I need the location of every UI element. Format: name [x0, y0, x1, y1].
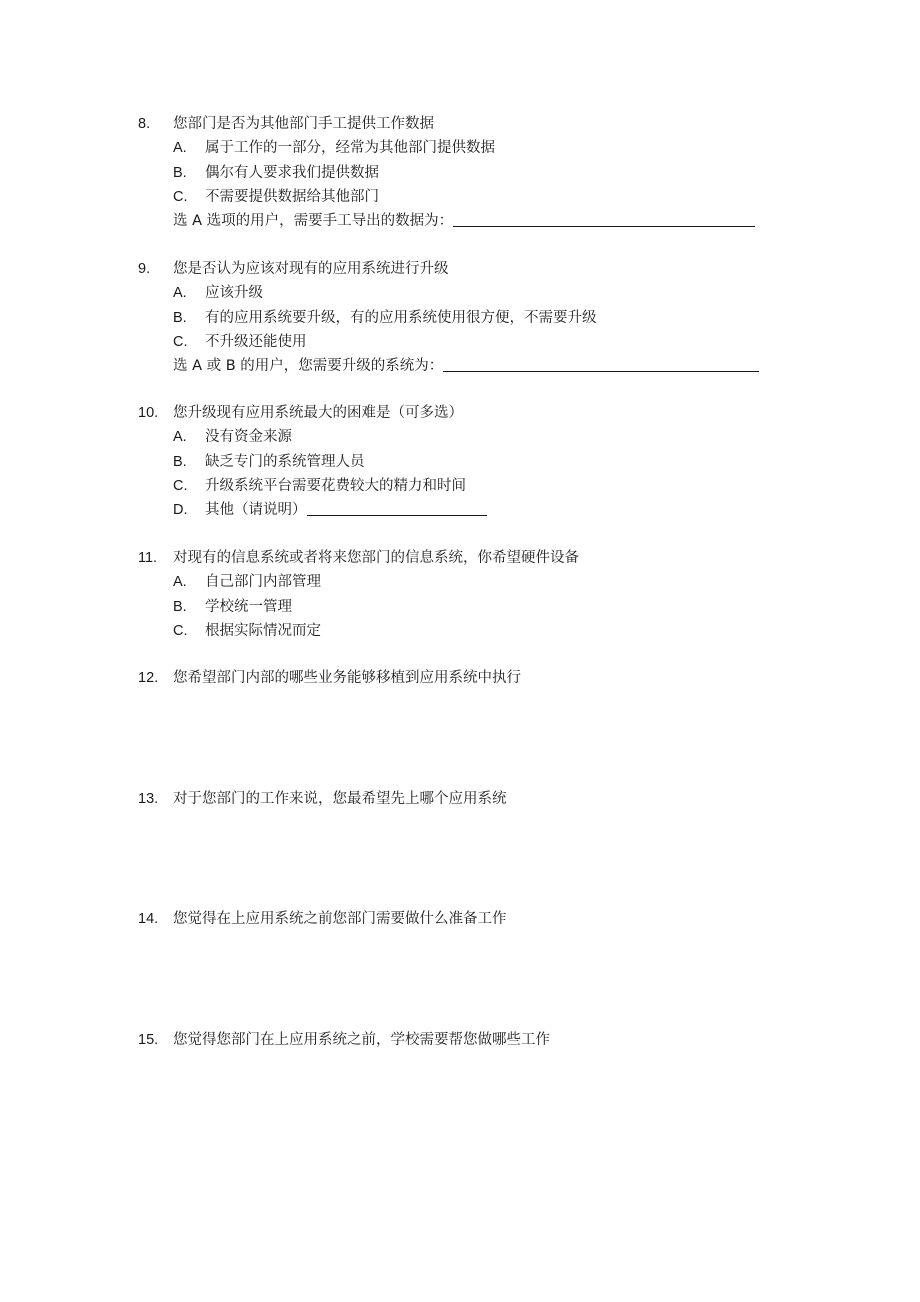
option-text: 其他（请说明） [205, 502, 307, 519]
question-12 [138, 666, 798, 690]
followup-note [173, 354, 759, 378]
option-a[interactable] [138, 136, 798, 160]
option-b[interactable] [138, 450, 798, 474]
question-number: 12. [138, 670, 159, 686]
option-c[interactable] [138, 619, 798, 643]
followup-note [173, 209, 755, 233]
option-letter: A. [173, 429, 187, 446]
option-letter: D. [173, 502, 188, 519]
option-letter: A. [173, 574, 187, 591]
option-text: 升级系统平台需要花费较大的精力和时间 [205, 477, 466, 494]
option-c[interactable] [138, 474, 798, 498]
option-text: 属于工作的一部分，经常为其他部门提供数据 [205, 140, 495, 157]
option-letter: B. [173, 164, 187, 181]
option-c[interactable] [138, 330, 798, 354]
option-text: 应该升级 [205, 285, 263, 302]
option-text: 不需要提供数据给其他部门 [205, 188, 379, 205]
question-text: 对于您部门的工作来说，您最希望先上哪个应用系统 [173, 791, 507, 807]
option-letter: B. [173, 309, 187, 326]
option-text: 有的应用系统要升级，有的应用系统使用很方便，不需要升级 [205, 309, 597, 326]
option-a[interactable] [138, 570, 798, 594]
question-number: 15. [138, 1032, 159, 1048]
option-b[interactable] [138, 595, 798, 619]
question-text: 您觉得在上应用系统之前您部门需要做什么准备工作 [173, 911, 507, 927]
question-text: 对现有的信息系统或者将来您部门的信息系统，你希望硬件设备 [173, 550, 579, 566]
option-a[interactable] [138, 281, 798, 305]
question-number: 14. [138, 911, 159, 927]
option-text: 根据实际情况而定 [205, 622, 321, 639]
option-text: 自己部门内部管理 [205, 574, 321, 591]
option-letter: C. [173, 622, 188, 639]
followup-note-text: 选 A 或 B 的用户，您需要升级的系统为： [173, 358, 444, 375]
option-letter: C. [173, 333, 188, 350]
option-letter: B. [173, 598, 187, 615]
option-text: 偶尔有人要求我们提供数据 [205, 164, 379, 181]
followup-note-text: 选 A 选项的用户，需要手工导出的数据为： [173, 213, 454, 230]
question-number: 9. [138, 261, 151, 277]
question-number: 11. [138, 550, 158, 566]
option-d[interactable] [138, 498, 798, 522]
question-14 [138, 907, 798, 931]
question-text: 您部门是否为其他部门手工提供工作数据 [173, 116, 434, 132]
option-b[interactable] [138, 306, 798, 330]
option-letter: A. [173, 285, 187, 302]
option-letter: C. [173, 188, 188, 205]
option-b[interactable] [138, 161, 798, 185]
option-a[interactable] [138, 425, 798, 449]
question-10 [138, 401, 798, 522]
question-11 [138, 546, 798, 643]
option-text-with-blank [205, 498, 487, 522]
option-c[interactable] [138, 185, 798, 209]
question-text: 您升级现有应用系统最大的困难是（可多选） [173, 405, 463, 421]
answer-blank[interactable] [307, 498, 487, 516]
question-number: 10. [138, 405, 159, 421]
answer-blank[interactable] [453, 209, 755, 227]
option-text: 缺乏专门的系统管理人员 [205, 453, 365, 470]
option-letter: C. [173, 477, 188, 494]
option-text: 不升级还能使用 [205, 333, 307, 350]
question-text: 您觉得您部门在上应用系统之前，学校需要帮您做哪些工作 [173, 1032, 550, 1048]
option-text: 学校统一管理 [205, 598, 292, 615]
question-8 [138, 112, 798, 233]
answer-blank[interactable] [443, 354, 759, 372]
option-text: 没有资金来源 [205, 429, 292, 446]
question-text: 您是否认为应该对现有的应用系统进行升级 [173, 261, 449, 277]
question-15 [138, 1028, 798, 1052]
question-number: 8. [138, 116, 151, 132]
question-9 [138, 257, 798, 378]
question-number: 13. [138, 791, 159, 807]
option-letter: A. [173, 140, 187, 157]
option-letter: B. [173, 453, 187, 470]
question-13 [138, 787, 798, 811]
question-text: 您希望部门内部的哪些业务能够移植到应用系统中执行 [173, 670, 521, 686]
